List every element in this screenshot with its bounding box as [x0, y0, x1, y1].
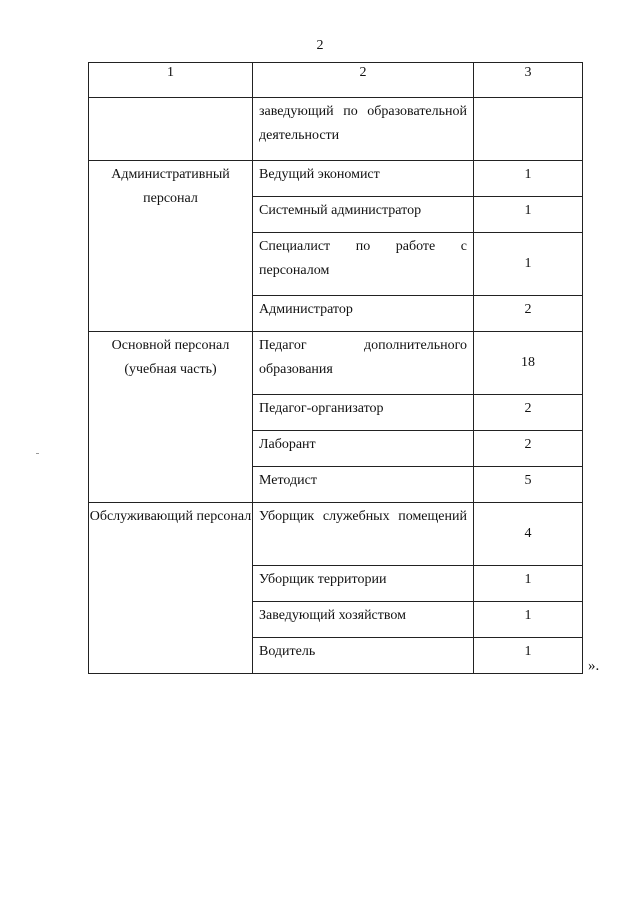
quantity-cell: 2: [474, 431, 583, 467]
quantity-cell: 2: [474, 296, 583, 332]
column-header-3: 3: [474, 63, 583, 98]
position-cell: Специалист по работе с персоналом: [253, 233, 474, 296]
category-cell: Обслуживающий персонал: [89, 503, 253, 674]
closing-quote-mark: ».: [588, 658, 600, 674]
quantity-cell: 1: [474, 161, 583, 197]
position-cell: Лаборант: [253, 431, 474, 467]
quantity-cell: 2: [474, 395, 583, 431]
quantity-cell: 1: [474, 602, 583, 638]
quantity-cell: 4: [474, 503, 583, 566]
column-header-1: 1: [89, 63, 253, 98]
position-cell: Администратор: [253, 296, 474, 332]
column-header-2: 2: [253, 63, 474, 98]
category-cell: Основной персонал (учебная часть): [89, 332, 253, 503]
position-cell: Педагог-организатор: [253, 395, 474, 431]
position-cell: Водитель: [253, 638, 474, 674]
position-cell: Педагог дополнительного образования: [253, 332, 474, 395]
position-cell: Уборщик служебных помещений: [253, 503, 474, 566]
staff-table: [88, 62, 583, 674]
table-row: [89, 161, 583, 197]
position-cell: Заведующий хозяйством: [253, 602, 474, 638]
margin-speck: [36, 453, 39, 454]
category-cell: [89, 98, 253, 161]
table-row: [89, 98, 583, 161]
quantity-cell: 1: [474, 197, 583, 233]
table-row: [89, 332, 583, 395]
quantity-cell: [474, 98, 583, 161]
position-cell: заведующий по образовательной деятельности: [253, 98, 474, 161]
quantity-cell: 1: [474, 638, 583, 674]
page-number: 2: [316, 38, 324, 53]
position-cell: Методист: [253, 467, 474, 503]
table-header-row: [89, 63, 583, 98]
quantity-cell: 18: [474, 332, 583, 395]
quantity-cell: 1: [474, 566, 583, 602]
position-cell: Ведущий экономист: [253, 161, 474, 197]
quantity-cell: 5: [474, 467, 583, 503]
category-cell: Административный персонал: [89, 161, 253, 332]
quantity-cell: 1: [474, 233, 583, 296]
table-row: [89, 503, 583, 566]
position-cell: Системный администратор: [253, 197, 474, 233]
position-cell: Уборщик территории: [253, 566, 474, 602]
